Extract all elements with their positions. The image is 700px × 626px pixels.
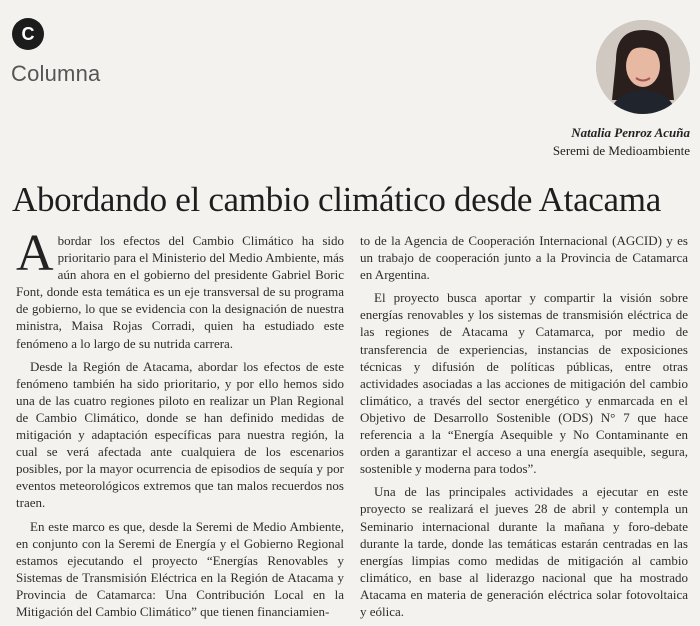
paragraph: El proyecto busca aportar y compartir la visión sobre energías renovables y los sistemas de transmisión eléctrica de las regiones de Atacama y Catamarca, por medio de transferencia de experiencias, instancias de exposiciones técnicas y difusión de políticas públicas, entre otras actividades asociadas a las acciones de mitigación del cambio climático, a través del sector energético y enmarcada en el Objetivo de Desarrollo Sostenible (ODS) N° 7 que hace referencia a la “Energía Asequible y No Contaminante en orden a garantizar el acceso a una energía asequible, segura, sostenible y moderna para todos”. [360,290,688,477]
headline: Abordando el cambio climático desde Atacama [12,180,661,219]
article-column-2 [360,232,688,626]
drop-cap: A [16,225,54,282]
paragraph: En este marco es que, desde la Seremi de Medio Ambiente, en conjunto con la Seremi de Energía y el Gobierno Regional estamos ejecutando el proyecto “Energías Renovables y Sistemas de Transmisión Eléctrica en la Región de Atacama y Provincia de Catamarca: Una Contribución Local en la Mitigación del Cambio Climático” que tienen financiamien- [16,518,344,619]
author-name: Natalia Penroz Acuña [571,125,690,140]
article-column-1 [16,225,344,626]
section-label: Columna [11,61,101,86]
paragraph: Abordar los efectos del Cambio Climático ha sido prioritario para el Ministerio del Medio Ambiente, más aún ahora en el gobierno del presidente Gabriel Boric Font, donde esta temática es un eje transversal de su programa de gobierno, lo que se evidencia con la designación de nuestra ministra, Maisa Rojas Corradi, quien ha estudiado este fenómeno a lo largo de su nutrida carrera. [16,225,344,351]
paragraph: Desde la Región de Atacama, abordar los efectos de este fenómeno también ha sido prioritario, y por ello hemos sido una de las cuatro regiones piloto en realizar un Plan Regional de Cambio Climático, donde se han definido medidas de mitigación y adaptación específicas para nuestra región, la cual se verá afectada ante cualquiera de los escenarios posibles, por la mayor ocurrencia de episodios de sequía y por eventos meteorológicos extremos que tan malos recuerdos nos traen. [16,358,344,511]
author-photo [596,20,690,114]
author-role: Seremi de Medioambiente [552,143,690,158]
column-logo: C [12,18,44,50]
author-byline [553,124,690,160]
paragraph: to de la Agencia de Cooperación Internacional (AGCID) y es un trabajo de cooperación junto a la Provincia de Catamarca en Argentina. [360,233,688,283]
paragraph: Una de las principales actividades a ejecutar en este proyecto se realizará el jueves 28 de abril y contempla un Seminario internacional durante la mañana y foro-debate durante la tarde, donde las temáticas estarán centradas en las energías limpias como medidas de mitigación al cambio climático, en base al liderazgo nacional que ha mostrado Atacama en materia de generación eléctrica solar fotovoltaica y eólica. [360,484,688,619]
